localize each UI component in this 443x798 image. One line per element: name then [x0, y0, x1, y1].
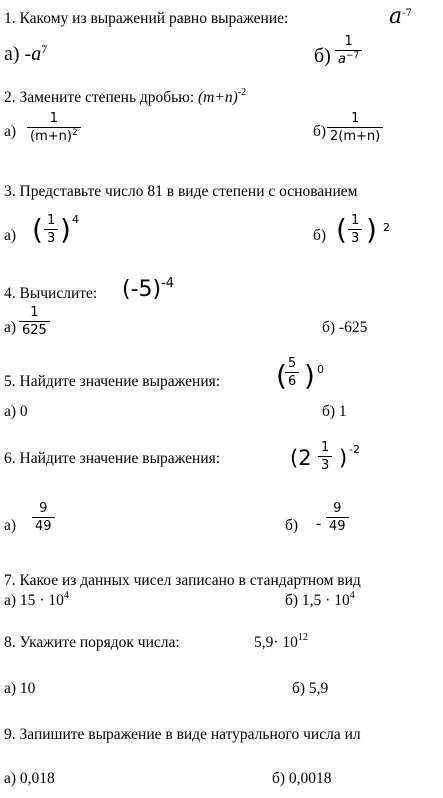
- q5-option-b[interactable]: б) 1: [322, 403, 347, 420]
- q8-option-b[interactable]: б) 5,9: [292, 680, 329, 697]
- q3-b-exponent: 2: [383, 221, 390, 234]
- q6-option-b-label: б): [285, 517, 299, 534]
- q4-option-b[interactable]: б) -625: [322, 319, 368, 336]
- q2-option-b-fraction[interactable]: $\frac{1}{2(m+n)}$: [327, 112, 383, 143]
- q8-option-a[interactable]: а) 10: [4, 680, 36, 697]
- q2-option-a-fraction[interactable]: $\frac{1}{(m+n)^2}$: [27, 112, 81, 143]
- q8-text: 8. Укажите порядок числа:: [4, 634, 180, 651]
- q3-b-paren-left: (: [336, 213, 347, 246]
- q6-text: 6. Найдите значение выражения:: [4, 450, 221, 467]
- q5-expression-fraction: $\frac{5}{6}$: [285, 357, 299, 388]
- q7-text: 7. Какое из данных чисел записано в стандартном вид: [4, 572, 361, 589]
- q6-exponent: -2: [349, 443, 360, 456]
- q6-option-b-fraction[interactable]: $\frac{9}{49}$: [326, 502, 349, 533]
- q4-option-a-label: а): [4, 319, 17, 336]
- q4-expression: $(-5)^{-4}$: [122, 276, 175, 302]
- q1-option-b-label: б): [314, 45, 331, 67]
- q5-paren-right: ): [304, 359, 315, 392]
- q3-text: 3. Представьте число 81 в виде степени с основанием: [4, 183, 358, 200]
- q6-option-b-sign: -: [316, 515, 322, 532]
- q1-expression: $a^{-7}$: [389, 4, 412, 29]
- q9-text: 9. Запишите выражение в виде натурального числа ил: [4, 726, 361, 743]
- q6-paren-right: ): [339, 446, 348, 470]
- q1-option-a[interactable]: а) $-a^7$: [4, 42, 48, 65]
- q1-text: 1. Какому из выражений равно выражение:: [4, 10, 289, 27]
- q1-option-b-fraction[interactable]: $\frac{1}{a^{-7}}$: [335, 35, 362, 66]
- q2-option-a-label: а): [4, 123, 17, 140]
- q8-expression: $5,9\cdot 10^{12}$: [254, 632, 308, 651]
- q7-option-b[interactable]: б) $1,5 \cdot 10^4$: [285, 590, 355, 609]
- q5-text: 5. Найдите значение выражения:: [4, 373, 221, 390]
- q5-paren-left: (: [276, 359, 287, 392]
- q7-option-a[interactable]: а) $15 \cdot 10^4$: [4, 590, 69, 609]
- q3-a-exponent: 4: [72, 213, 79, 226]
- q5-exponent: 0: [317, 363, 324, 376]
- q2-text: 2. Замените степень дробью: $(m+n)^{-2}$: [4, 87, 247, 106]
- q3-option-a-label: а): [4, 227, 17, 244]
- q3-option-b-fraction[interactable]: $\frac{1}{3}$: [348, 214, 362, 245]
- q9-option-b[interactable]: б) 0,0018: [272, 770, 332, 787]
- q4-text: 4. Вычислите:: [4, 285, 98, 302]
- q6-expression-fraction: $\frac{1}{3}$: [318, 441, 332, 472]
- q3-option-b-label: б): [313, 227, 327, 244]
- q3-b-paren-right: ): [366, 213, 377, 246]
- q9-option-a[interactable]: а) 0,018: [4, 770, 55, 787]
- q2-option-b-label: б): [313, 123, 327, 140]
- q3-a-paren-right: ): [60, 213, 71, 246]
- q4-option-a-fraction[interactable]: $\frac{1}{625}$: [19, 306, 50, 337]
- q6-whole-part: (2: [290, 446, 312, 470]
- q6-option-a-label: а): [4, 517, 17, 534]
- q5-option-a[interactable]: а) 0: [4, 403, 28, 420]
- q6-option-a-fraction[interactable]: $\frac{9}{49}$: [32, 502, 55, 533]
- q3-option-a-fraction[interactable]: $\frac{1}{3}$: [44, 214, 58, 245]
- q3-a-paren-left: (: [32, 213, 43, 246]
